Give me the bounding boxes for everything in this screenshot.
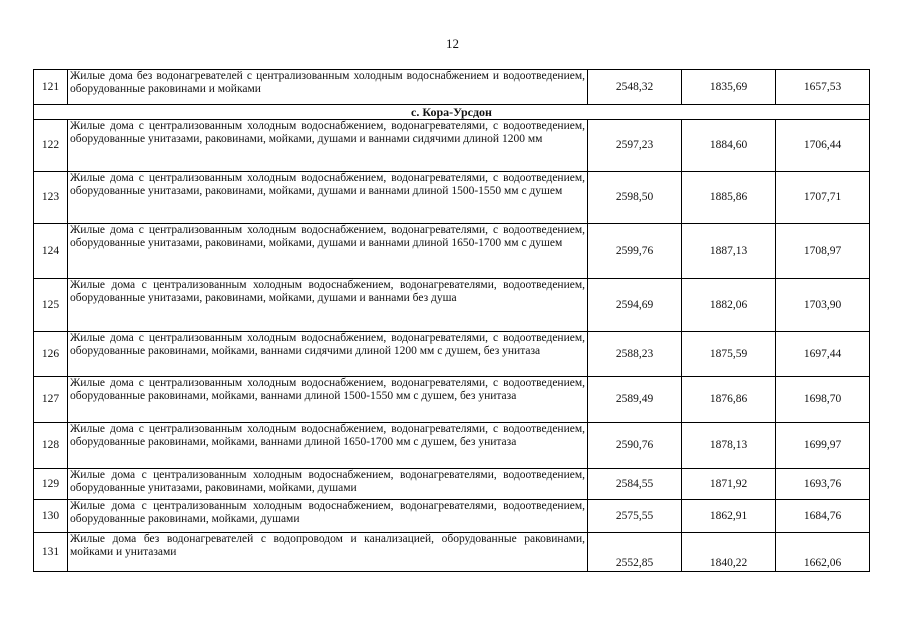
tariff-value-3: 1703,90 (776, 279, 870, 332)
tariff-value-3: 1662,06 (776, 533, 870, 572)
row-description: Жилые дома с централизованным холодным водоснабжением, водонагревателями, с водоотведением, оборудованные раковинами, мойками, ваннами сидячими длиной 1200 мм с душем, без унитаза (68, 332, 588, 377)
page-number: 12 (446, 36, 459, 51)
row-number: 125 (34, 279, 68, 332)
tariff-value-1: 2598,50 (588, 172, 682, 224)
row-number: 121 (34, 70, 68, 105)
tariff-value-2: 1862,91 (682, 500, 776, 533)
row-description: Жилые дома с централизованным холодным водоснабжением, водонагревателями, водоотведением, оборудованные раковинами, мойками, душами (68, 500, 588, 533)
tariff-value-1: 2594,69 (588, 279, 682, 332)
tariff-value-2: 1876,86 (682, 377, 776, 423)
row-description: Жилые дома с централизованным холодным водоснабжением, водонагревателями, с водоотведением, оборудованные унитазами, раковинами, мойками, душами и ваннами длиной 1650-1700 мм с душем (68, 224, 588, 279)
tariff-value-3: 1706,44 (776, 120, 870, 172)
tariff-value-3: 1699,97 (776, 423, 870, 469)
tariff-value-1: 2588,23 (588, 332, 682, 377)
table-row (34, 332, 870, 377)
row-description: Жилые дома с централизованным холодным водоснабжением, водонагревателями, водоотведением, оборудованные унитазами, раковинами, мойками, душами и ваннами без душа (68, 279, 588, 332)
tariff-value-2: 1878,13 (682, 423, 776, 469)
tariff-value-1: 2599,76 (588, 224, 682, 279)
row-description: Жилые дома без водонагревателей с централизованным холодным водоснабжением и водоотведением, оборудованные раковинами и мойками (68, 70, 588, 105)
row-number: 128 (34, 423, 68, 469)
row-number: 129 (34, 469, 68, 500)
row-description: Жилые дома с централизованным холодным водоснабжением, водонагревателями, с водоотведением, оборудованные унитазами, раковинами, мойками, душами и ваннами длиной 1500-1550 мм с душем (68, 172, 588, 224)
tariff-value-3: 1693,76 (776, 469, 870, 500)
section-title: с. Кора-Урсдон (34, 105, 870, 120)
table-row (34, 377, 870, 423)
row-description: Жилые дома с централизованным холодным водоснабжением, водонагревателями, с водоотведением, оборудованные унитазами, раковинами, мойками, душами и ваннами сидячими длиной 1200 мм (68, 120, 588, 172)
tariff-value-2: 1885,86 (682, 172, 776, 224)
table-row (34, 224, 870, 279)
tariff-value-3: 1657,53 (776, 70, 870, 105)
tariff-value-1: 2590,76 (588, 423, 682, 469)
row-number: 127 (34, 377, 68, 423)
row-description: Жилые дома с централизованным холодным водоснабжением, водонагревателями, водоотведением, оборудованные унитазами, раковинами, мойками, душами (68, 469, 588, 500)
tariff-value-3: 1684,76 (776, 500, 870, 533)
row-description: Жилые дома с централизованным холодным водоснабжением, водонагревателями, с водоотведением, оборудованные раковинами, мойками, ваннами длиной 1500-1550 мм с душем, без унитаза (68, 377, 588, 423)
tariff-value-1: 2597,23 (588, 120, 682, 172)
tariff-value-2: 1871,92 (682, 469, 776, 500)
table-row (34, 279, 870, 332)
tariff-value-2: 1840,22 (682, 533, 776, 572)
tariff-value-2: 1835,69 (682, 70, 776, 105)
tariff-value-1: 2548,32 (588, 70, 682, 105)
table-row (34, 533, 870, 572)
tariff-value-1: 2589,49 (588, 377, 682, 423)
table-row (34, 70, 870, 105)
table-row (34, 469, 870, 500)
tariff-value-2: 1882,06 (682, 279, 776, 332)
tariff-table (33, 69, 870, 572)
row-description: Жилые дома с централизованным холодным водоснабжением, водонагревателями, с водоотведением, оборудованные раковинами, мойками, ваннами длиной 1650-1700 мм с душем, без унитаза (68, 423, 588, 469)
tariff-value-3: 1698,70 (776, 377, 870, 423)
tariff-value-1: 2584,55 (588, 469, 682, 500)
table-row (34, 500, 870, 533)
row-number: 130 (34, 500, 68, 533)
tariff-value-3: 1707,71 (776, 172, 870, 224)
tariff-value-2: 1887,13 (682, 224, 776, 279)
tariff-value-2: 1875,59 (682, 332, 776, 377)
tariff-value-3: 1697,44 (776, 332, 870, 377)
row-number: 122 (34, 120, 68, 172)
row-description: Жилые дома без водонагревателей с водопроводом и канализацией, оборудованные раковинами, мойками и унитазами (68, 533, 588, 572)
table-row (34, 120, 870, 172)
tariff-value-2: 1884,60 (682, 120, 776, 172)
row-number: 124 (34, 224, 68, 279)
tariff-value-3: 1708,97 (776, 224, 870, 279)
tariff-value-1: 2552,85 (588, 533, 682, 572)
section-header-row (34, 105, 870, 120)
table-row (34, 423, 870, 469)
row-number: 126 (34, 332, 68, 377)
row-number: 123 (34, 172, 68, 224)
tariff-value-1: 2575,55 (588, 500, 682, 533)
table-row (34, 172, 870, 224)
row-number: 131 (34, 533, 68, 572)
